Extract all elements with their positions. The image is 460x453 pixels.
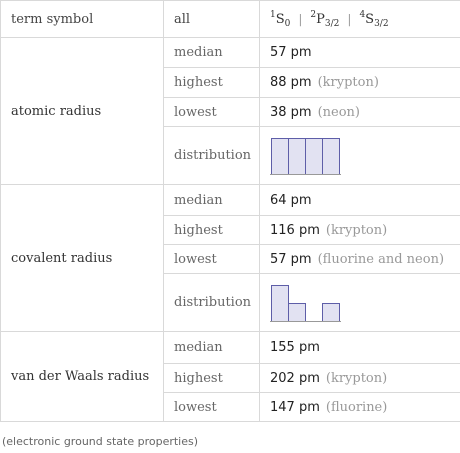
term-symbol-2: $^2P_{3/2}$ [310,9,340,29]
row-value: 57 pm [260,38,460,68]
histogram-bar [289,138,306,174]
footer-note: (electronic ground state properties) [2,435,199,448]
row-value: 155 pm [260,332,460,364]
row-value: 202 pm (krypton) [260,364,460,393]
row-label: lowest [164,393,260,422]
term-separator: | [298,11,303,26]
covalent-radius-histogram [270,281,342,325]
row-value: 147 pm (fluorine) [260,393,460,422]
row-value: 88 pm (krypton) [260,68,460,98]
row-label: median [164,38,260,68]
row-label: highest [164,364,260,393]
row-value: 57 pm (fluorine and neon) [260,245,460,274]
row-value: 38 pm (neon) [260,98,460,127]
histogram-bar [306,138,323,174]
property-van-der-waals-radius: van der Waals radius [1,332,164,422]
term-symbol-1: $^1S_0$ [270,9,291,29]
property-covalent-radius: covalent radius [1,185,164,332]
histogram-bar [289,303,306,321]
row-label: median [164,332,260,364]
row-label: distribution [164,127,260,185]
row-label: lowest [164,98,260,127]
row-label: highest [164,216,260,245]
header-row [1,1,460,38]
property-atomic-radius: atomic radius [1,38,164,185]
row-label: distribution [164,274,260,332]
vdw-radius-median-row [1,332,460,364]
header-all: all [164,1,260,38]
histogram-bar [323,303,340,321]
distribution-cell [260,274,460,332]
atomic-radius-histogram [270,134,342,178]
row-value: 116 pm (krypton) [260,216,460,245]
term-symbols [260,1,460,38]
atomic-radius-median-row [1,38,460,68]
row-label: lowest [164,245,260,274]
histogram-bar [272,138,289,174]
row-label: median [164,185,260,216]
histogram-bar [323,138,340,174]
row-label: highest [164,68,260,98]
term-separator: | [347,11,352,26]
term-symbol-3: $^4S_{3/2}$ [359,9,389,29]
row-value: 64 pm [260,185,460,216]
histogram-bar [272,285,289,321]
distribution-cell [260,127,460,185]
header-term-symbol: term symbol [1,1,164,38]
covalent-radius-median-row [1,185,460,216]
